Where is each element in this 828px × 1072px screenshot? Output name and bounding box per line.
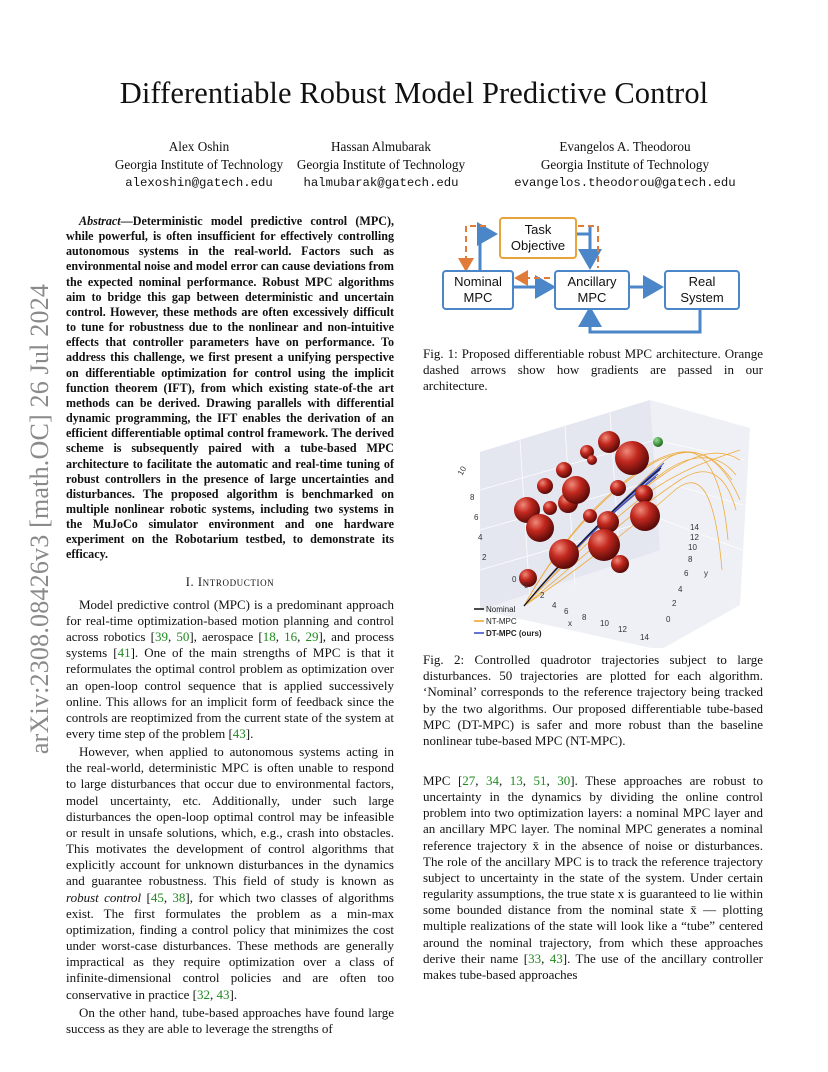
legend-nominal: Nominal xyxy=(486,605,516,614)
text-run: , xyxy=(163,889,173,905)
text-run: ], for which two classes of algorithms exist. The first formulates the problem as a min-max optimization, finding a control policy that minimizes the cost under worst-case disturbances. These methods are generally impractical as they require optimization over a class of infinite-dimensional control policies and are often too conservative in practice [ xyxy=(66,889,394,1002)
text-run: ], and process systems [ xyxy=(66,629,395,661)
tick-label: 10 xyxy=(688,543,697,552)
text-run: , xyxy=(475,773,487,788)
tick-label: 0 xyxy=(524,581,529,590)
real-system-box: Real System xyxy=(664,270,740,310)
citation-link[interactable]: 32 xyxy=(197,986,211,1002)
text-run: ]. These approaches are robust to uncertainty in the dynamics by dividing the online control problem into two optimization layers: a nominal MPC layer and an ancillary MPC layer. The nominal MPC generates a nominal reference trajectory x̄ in the absence of noise or disturbances. The role of the ancillary MPC is to track the reference trajectory subject to uncertainty in the state of the system. Under certain regularity assumptions, the true state x is guaranteed to lie within some bounded distance from the nominal state x̄ — plotting multiple realizations of the state will look like a “tube” centered around the nominal trajectory, from which these approaches derive their name [ xyxy=(423,773,764,966)
tick-label: 2 xyxy=(482,553,487,562)
citation-link[interactable]: 30 xyxy=(557,773,571,788)
text-run: ]. One of the main strengths of MPC is that it reformulates the optimal control problem as optimization over an open-loop control sequence that is applied successively online. This allows for an implicit form of feedback since the controls are reoptimized from the current state of the system at every time step of the problem [ xyxy=(66,645,395,741)
text-run: Model predictive control (MPC) is a predominant approach for real-time optimization-based motion planning and control across robotics [ xyxy=(66,596,394,645)
tick-label: 0 xyxy=(512,575,517,584)
paper-title: Differentiable Robust Model Predictive Control xyxy=(119,76,709,110)
tick-label: 4 xyxy=(678,585,683,594)
abstract-lead: Abstract xyxy=(79,214,121,228)
tick-label: 2 xyxy=(672,599,677,608)
text-run: , xyxy=(275,629,285,645)
citation-link[interactable]: 51 xyxy=(533,773,547,788)
citation-link[interactable]: 39 xyxy=(154,629,168,645)
legend-nt-mpc: NT-MPC xyxy=(486,617,517,626)
author-affiliation: Georgia Institute of Technology xyxy=(540,157,710,172)
tick-label: 6 xyxy=(684,569,689,578)
text-run: ], aerospace [ xyxy=(189,629,263,645)
tick-label: 8 xyxy=(470,493,475,502)
citation-link[interactable]: 13 xyxy=(509,773,523,788)
ancillary-mpc-box: Ancillary MPC xyxy=(554,270,630,310)
author-email: alexoshin@gatech.edu xyxy=(125,176,273,190)
figure-2-svg xyxy=(440,400,770,648)
citation-link[interactable]: 34 xyxy=(486,773,500,788)
figure-1-diagram xyxy=(440,214,770,340)
citation-link[interactable]: 43 xyxy=(232,726,246,741)
text-run: MPC [ xyxy=(423,773,463,788)
intro-paragraph-2 xyxy=(66,744,394,1003)
italic-term: robust control xyxy=(66,889,142,905)
legend-dt-mpc: DT-MPC (ours) xyxy=(486,629,542,638)
tick-label: 14 xyxy=(690,523,699,532)
tick-label: 2 xyxy=(540,591,545,600)
text-run: , xyxy=(546,773,558,788)
tick-label: 12 xyxy=(618,625,627,634)
text-run: , xyxy=(210,986,217,1002)
text-run: , xyxy=(541,950,550,966)
abstract-body: —Deterministic model predictive control (MPC), while powerful, is often insufficient for effectively controlling autonomous systems in the real-world. Factors such as environmental noise and model error can cause deviations from the expected nominal performance. Robust MPC algorithms aim to bridge this gap between deterministic and uncertain control. However, these methods are often excessively difficult to tune for robustness due to the nonlinear and non-intuitive effects that controller parameters have on performance. To address this challenge, we first present a unifying perspective on differentiable optimization for control using the implicit function theorem (IFT), from which existing state-of-the art methods can be derived. Drawing parallels with differential dynamic programming, the IFT enables the derivation of an efficient differentiable optimal control framework. The derived scheme is subsequently paired with a tube-based MPC architecture to facilitate the automatic and real-time tuning of robust controllers in the presence of large uncertainties and disturbances. The proposed algorithm is benchmarked on multiple nonlinear robotic systems, including two systems in the MuJoCo simulator environment and one hardware experiment on the Robotarium testbed, to demonstrate its efficacy. xyxy=(66,214,394,562)
axis-label-x: x xyxy=(568,619,572,628)
arxiv-id: arXiv:2308.08426v3 [math.OC] 26 Jul 2024 xyxy=(25,283,54,755)
tick-label: 8 xyxy=(688,555,693,564)
text-run: , xyxy=(499,773,510,788)
nominal-mpc-box: Nominal MPC xyxy=(442,270,514,310)
task-objective-box: Task Objective xyxy=(499,217,577,259)
tick-label: 4 xyxy=(478,533,483,542)
tick-label: 10 xyxy=(455,464,469,477)
citation-link[interactable]: 38 xyxy=(172,889,186,905)
author-name: Evangelos A. Theodorou xyxy=(559,139,691,154)
figure-1-caption: Fig. 1: Proposed differentiable robust MPC architecture. Orange dashed arrows show how gradients are passed in our architecture. xyxy=(423,346,763,394)
intro-paragraph-1 xyxy=(66,597,394,742)
tick-label: 14 xyxy=(640,633,649,642)
tick-label: 10 xyxy=(600,619,609,628)
arxiv-stamp xyxy=(20,264,60,774)
citation-link[interactable]: 18 xyxy=(262,629,276,645)
tick-label: 4 xyxy=(552,601,557,610)
citation-link[interactable]: 33 xyxy=(528,950,542,966)
abstract xyxy=(66,214,394,563)
text-run: , xyxy=(167,629,177,645)
tick-label: 6 xyxy=(474,513,479,522)
author-block-2 xyxy=(266,138,496,192)
right-column-text xyxy=(423,773,763,985)
author-name: Alex Oshin xyxy=(168,139,230,154)
author-affiliation: Georgia Institute of Technology xyxy=(114,157,284,172)
citation-link[interactable]: 27 xyxy=(462,773,476,788)
author-name: Hassan Almubarak xyxy=(331,139,431,154)
left-column xyxy=(66,214,394,1039)
citation-link[interactable]: 43 xyxy=(216,986,230,1002)
author-email: evangelos.theodorou@gatech.edu xyxy=(514,176,736,190)
citation-link[interactable]: 16 xyxy=(284,629,298,645)
citation-link[interactable]: 43 xyxy=(549,950,563,966)
author-affiliation: Georgia Institute of Technology xyxy=(296,157,466,172)
text-run: However, when applied to autonomous systems acting in the real-world, deterministic MPC is often unable to respond to large disturbances that occur due to environmental factors, model uncertainty, etc. Additionally, under such large disturbances the open-loop optimal control may be infeasible or result in unsafe solutions, which, e.g., crash into obstacles. This motivates the development of control algorithms that explicitly account for unknown disturbances in the dynamics and guarantee robustness. This field of study is known as xyxy=(66,744,394,889)
section-heading-introduction: I. Introduction xyxy=(185,574,275,589)
tick-label: 12 xyxy=(690,533,699,542)
figure-2-caption: Fig. 2: Controlled quadrotor trajectories subject to large disturbances. 50 trajectories are plotted for each algorithm. ‘Nominal’ corresponds to the reference trajectory being tracked by the two algorithms. Our proposed differentiable tube-based MPC (DT-MPC) is safer and more robust than the baseline nonlinear tube-based MPC (NT-MPC). xyxy=(423,652,763,749)
intro-paragraph-3: On the other hand, tube-based approaches have found large success as they are able to leverage the strengths of xyxy=(66,1004,394,1036)
tick-label: 8 xyxy=(582,613,587,622)
text-run: [ xyxy=(141,889,151,905)
citation-link[interactable]: 50 xyxy=(176,629,190,645)
text-run: , xyxy=(522,773,534,788)
tick-label: 6 xyxy=(564,607,569,616)
author-email: halmubarak@gatech.edu xyxy=(303,176,459,190)
right-paragraph xyxy=(423,773,763,983)
citation-link[interactable]: 41 xyxy=(117,645,131,661)
tick-label: 0 xyxy=(666,615,671,624)
text-run: ]. xyxy=(245,726,254,741)
axis-label-y: y xyxy=(704,569,708,578)
text-run: ]. xyxy=(229,986,238,1002)
figure-2-plot xyxy=(440,400,770,648)
citation-link[interactable]: 45 xyxy=(150,889,164,905)
author-block-3 xyxy=(500,138,750,192)
citation-link[interactable]: 29 xyxy=(305,629,319,645)
text-run: , xyxy=(297,629,306,645)
text-run: ]. The use of the ancillary controller makes tube-based approaches xyxy=(423,950,763,982)
